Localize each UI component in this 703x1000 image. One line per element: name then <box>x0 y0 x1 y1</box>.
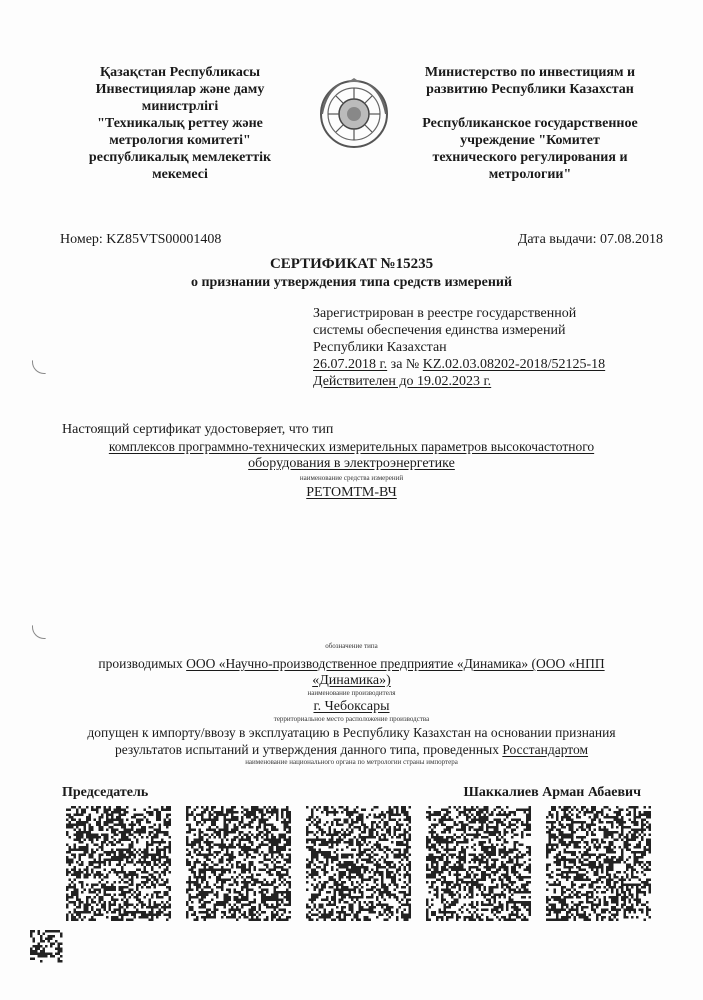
authority-caption: наименование национального органа по метрологии страны импортера <box>245 758 458 766</box>
header-right-block <box>405 64 655 183</box>
certificate-number: Номер: KZ85VTS00001408 <box>60 232 222 247</box>
location-caption: территориальное место расположение производства <box>273 715 430 723</box>
manufacturer-prefix: производимых <box>98 656 183 671</box>
scan-mark <box>32 625 46 639</box>
certificate-title: СЕРТИФИКАТ №15235 <box>269 256 434 272</box>
registry-line: системы обеспечения единства измерений <box>313 323 566 338</box>
state-emblem-icon <box>318 78 390 150</box>
registry-number-prefix: за № <box>390 357 420 372</box>
scan-mark <box>32 360 46 374</box>
header-right-line <box>405 98 655 115</box>
admission-prefix: результатов испытаний и утверждения данного типа, проведенных <box>114 742 499 757</box>
header-left-line: Қазақстан Республикасы <box>99 65 261 80</box>
instrument-name-line1: комплексов программно-технических измерительных параметров высокочастотного <box>108 439 595 454</box>
header-left-line: республикалық мемлекеттік <box>88 150 272 165</box>
digital-signature-code <box>66 806 173 922</box>
authority-name: Росстандартом <box>502 742 589 757</box>
digital-signature-code <box>306 806 413 922</box>
header-right-line: развитию Республики Казахстан <box>426 82 634 97</box>
registry-line: Зарегистрирован в реестре государственной <box>313 306 577 321</box>
header-left-block <box>60 64 300 183</box>
digital-signature-code <box>546 806 653 922</box>
signature-role: Председатель <box>62 785 149 800</box>
digital-signature-code <box>186 806 293 922</box>
manufacturer-line1 <box>0 655 703 672</box>
registry-number: KZ.02.03.08202-2018/52125-18 <box>422 357 606 372</box>
instrument-name-line2: оборудования в электроэнергетике <box>248 456 455 471</box>
intro-text: Настоящий сертификат удостоверяет, что тип <box>62 422 334 437</box>
qr-code-icon <box>30 930 64 964</box>
registry-number-line <box>313 356 605 373</box>
certificate-subtitle: о признании утверждения типа средств измерений <box>190 275 513 290</box>
manufacturer-line2: «Динамика») <box>312 673 391 688</box>
validity-line <box>313 373 605 390</box>
type-caption: обозначение типа <box>325 642 378 650</box>
header-left-line: министрлігі <box>141 99 219 114</box>
location: г. Чебоксары <box>313 699 390 714</box>
digital-signature-code <box>426 806 533 922</box>
header-left-line: Инвестициялар және даму <box>95 82 265 97</box>
issue-date: Дата выдачи: 07.08.2018 <box>517 232 663 247</box>
header-right-line: Министерство по инвестициям и <box>424 65 636 80</box>
signature-name: Шаккалиев Арман Абаевич <box>463 785 641 800</box>
header-right-line: учреждение "Комитет <box>460 133 600 148</box>
registry-text <box>313 305 605 390</box>
admission-line2 <box>0 741 703 758</box>
type-designation: РЕТОМТМ-ВЧ <box>306 485 397 500</box>
header-right-line: технического регулирования и <box>432 150 628 165</box>
header-left-line: "Техникалық реттеу және <box>97 116 263 131</box>
header-left-line: метрология комитеті" <box>109 133 251 148</box>
admission-line1: допущен к импорту/ввозу в эксплуатацию в Республику Казахстан на основании признания <box>87 725 616 740</box>
validity-prefix: Действителен до <box>313 374 414 389</box>
header-right-line: метрологии" <box>488 167 572 182</box>
registry-date: 26.07.2018 г. <box>313 357 388 372</box>
manufacturer-name: ООО «Научно-производственное предприятие «Динамика» (ООО «НПП <box>186 656 605 671</box>
instrument-caption: наименование средства измерений <box>299 474 404 482</box>
validity-date: 19.02.2023 г. <box>417 374 492 389</box>
registry-line: Республики Казахстан <box>313 340 447 355</box>
manufacturer-caption: наименование производителя <box>307 689 396 697</box>
header-right-line: Республиканское государственное <box>422 116 638 131</box>
header-left-line: мекемесі <box>152 167 208 182</box>
